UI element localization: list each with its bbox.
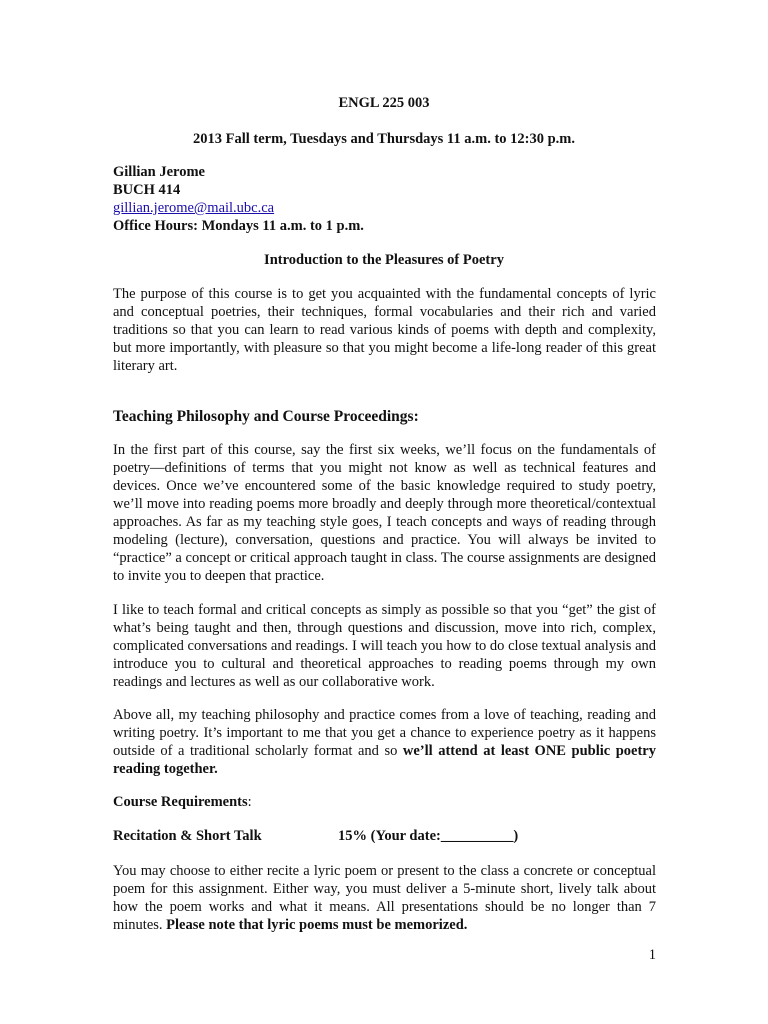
recitation-description [113, 862, 656, 934]
recitation-item-weight: 15% (Your date:__________) [338, 828, 519, 844]
office-hours: Office Hours: Mondays 11 a.m. to 1 p.m. [113, 218, 364, 234]
philosophy-paragraph-2: I like to teach formal and critical concepts as simply as possible so that you “get” the gist of what’s being taught and then, through questions and discussion, move into rich, complex, complicated conversations and readings. I will teach you how to do close textual analysis and introduce you to cultural and theoretical approaches to reading poems through my own readings and lectures as well as our collaborative work. [113, 602, 656, 690]
recitation-item-title: Recitation & Short Talk [113, 828, 262, 844]
philosophy-heading: Teaching Philosophy and Course Proceedings: [113, 408, 419, 425]
instructor-name: Gillian Jerome [113, 164, 205, 180]
purpose-paragraph: The purpose of this course is to get you acquainted with the fundamental concepts of lyric and conceptual poetries, their techniques, formal vocabularies and their rich and varied traditions so that you can learn to read various kinds of poems with depth and complexity, but more importantly, with pleasure so that you might become a life-long reader of this great literary art. [113, 286, 656, 374]
recitation-description-text: You may choose to either recite a lyric poem or present to the class a concrete or conceptual poem for this assignment. Either way, you must deliver a 5-minute short, lively talk about how the poem works and what it means. All presentations should be no longer than 7 minutes. [113, 863, 656, 933]
instructor-info [113, 163, 656, 235]
requirements-heading-text: Course Requirements [113, 794, 248, 810]
requirements-heading [113, 793, 656, 811]
poetry-reading-note: we’ll attend at least ONE public poetry reading together. [113, 743, 656, 777]
philosophy-paragraph-3 [113, 706, 656, 778]
course-code: ENGL 225 003 [338, 95, 430, 111]
page-number: 1 [648, 947, 656, 963]
philosophy-paragraph-3-text: Above all, my teaching philosophy and practice comes from a love of teaching, reading and writing poetry. It’s important to me that you get a chance to experience poetry as it happens outside of a traditional scholarly format and so [113, 707, 656, 759]
term-schedule: 2013 Fall term, Tuesdays and Thursdays 11 a.m. to 12:30 p.m. [192, 131, 576, 147]
philosophy-paragraph-1: In the first part of this course, say the first six weeks, we’ll focus on the fundamentals of poetry—definitions of terms that you might not know as well as technical features and devices. Once we’ve encountered some of the basic knowledge required to study poetry, we’ll move into reading poems more broadly and deeply through more theoretical/contextual approaches. As far as my teaching style goes, I teach concepts and ways of reading through modeling (lecture), conversation, questions and practice. You will always be invited to “practice” a concept or critical approach taught in class. The course assignments are designed to invite you to deepen that practice. [113, 442, 656, 584]
course-title: Introduction to the Pleasures of Poetry [264, 252, 504, 268]
requirements-heading-colon: : [247, 794, 252, 810]
instructor-email-link[interactable]: gillian.jerome@mail.ubc.ca [113, 200, 275, 216]
instructor-office: BUCH 414 [113, 182, 181, 198]
memorization-note: Please note that lyric poems must be memorized. [166, 917, 468, 933]
